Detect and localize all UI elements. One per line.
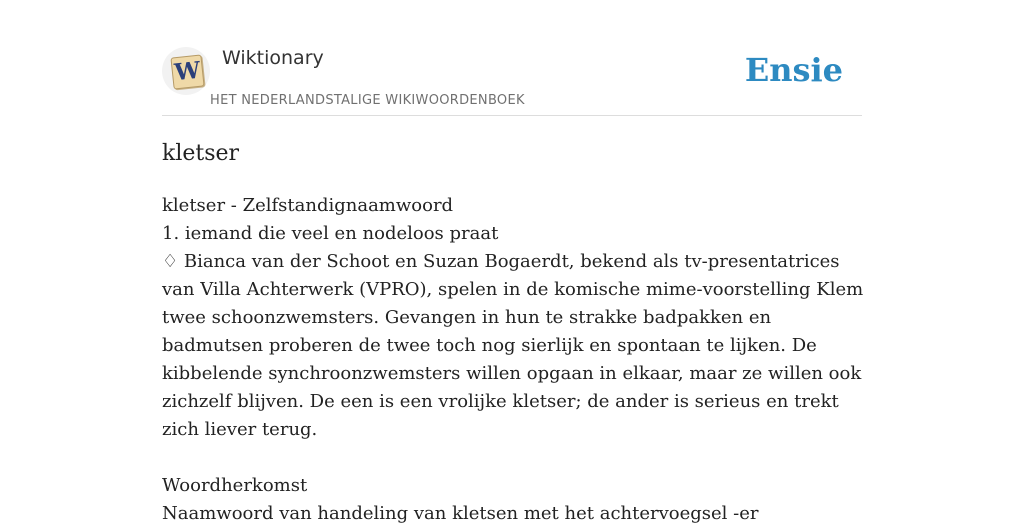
etymology-text: Naamwoord van handeling van kletsen met het achtervoegsel -er [162, 503, 759, 524]
site-name[interactable]: Wiktionary [222, 47, 324, 69]
wiktionary-logo[interactable] [162, 47, 210, 95]
page-title: kletser [162, 141, 240, 166]
w-tile-icon [170, 54, 204, 89]
spacer [162, 444, 874, 472]
definition: 1. iemand die veel en nodeloos praat [162, 223, 499, 244]
word-class-line: kletser - Zelfstandignaamwoord [162, 195, 454, 216]
site-tagline: HET NEDERLANDSTALIGE WIKIWOORDENBOEK [210, 93, 525, 108]
etymology-heading: Woordherkomst [162, 475, 308, 496]
entry-content [162, 192, 874, 528]
logo-letter: W [173, 56, 202, 87]
example-quote: ♢ Bianca van der Schoot en Suzan Bogaerdt, bekend als tv-presentatrices van Villa Achterwerk (VPRO), spelen in de komische mime-voorstelling Klem twee schoonzwemsters. Gevangen in hun te strakke badpakken en badmutsen proberen de twee toch nog sierlijk en spontaan te lijken. De kibbelende synchroonzwemsters willen opgaan in elkaar, maar ze willen ook zichzelf blijven. De een is een vrolijke kletser; de ander is serieus en trekt zich liever terug. [162, 251, 864, 440]
ensie-brand-link[interactable]: Ensie [744, 51, 843, 89]
header-divider [162, 115, 862, 116]
